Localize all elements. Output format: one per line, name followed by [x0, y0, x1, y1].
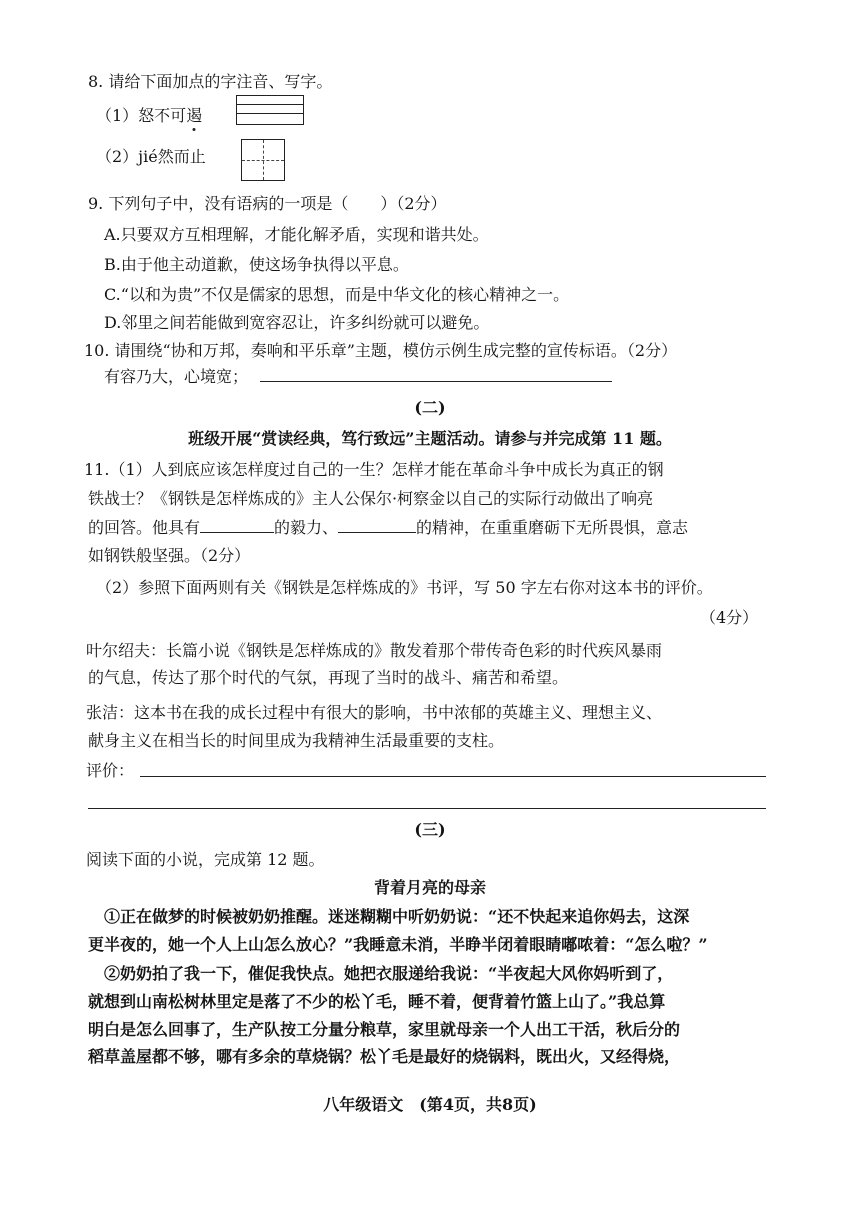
story-line: 稻草盖屋都不够，哪有多余的草烧锅？松丫毛是最好的烧锅料，既出火，又经得烧， [88, 1047, 681, 1066]
pinyin-guide-line [237, 104, 303, 105]
story-line: ②奶奶拍了我一下，催促我快点。她把衣服递给我说：“半夜起大风你妈听到了， [104, 964, 674, 983]
q11-part1-line1: 11.（1）人到底应该怎样度过自己的一生？怎样才能在革命斗争中成长为真正的钢 [84, 460, 664, 479]
story-line: 明白是怎么回事了，生产队按工分量分粮草，家里就母亲一个人出工干活，秋后分的 [88, 1020, 681, 1039]
evaluation-label: 评价： [86, 761, 135, 780]
section-heading-3: (三) [414, 820, 446, 839]
page-footer: 八年级语文 (第4页，共8页) [323, 1095, 537, 1114]
pinyin-answer-box[interactable] [236, 95, 304, 125]
q10-example [104, 369, 612, 385]
section-heading-2: (二) [414, 398, 446, 417]
q11-part1-line2: 铁战士？《钢铁是怎样炼成的》主人公保尔·柯察金以自己的实际行动做出了响亮 [88, 489, 654, 508]
q11-blank-1[interactable] [200, 531, 274, 533]
evaluation-answer-line-1[interactable] [140, 776, 766, 777]
review-1-line2: 的气息，传达了那个时代的气氛，再现了当时的战斗、痛苦和希望。 [88, 668, 569, 687]
evaluation-answer-line-2[interactable] [88, 808, 766, 809]
q10-example-text: 有容乃大，心境宽； [104, 367, 249, 386]
character-answer-box[interactable] [241, 139, 285, 181]
q9-option-b[interactable]: B.由于他主动道歉，使这场争执得以平息。 [104, 255, 409, 274]
review-2-line1: 张洁：这本书在我的成长过程中有很大的影响，书中浓郁的英雄主义、理想主义、 [86, 703, 663, 722]
q9-option-a[interactable]: A.只要双方互相理解，才能化解矛盾，实现和谐共处。 [104, 225, 489, 244]
story-title: 背着月亮的母亲 [373, 878, 486, 897]
pinyin-guide-line [237, 113, 303, 114]
q11-text-c: 的精神，在重重磨砺下无所畏惧，意志 [416, 518, 689, 537]
q10-stem: 10. 请围绕“协和万邦，奏响和平乐章”主题，模仿示例生成完整的宣传标语。（2分） [84, 341, 678, 360]
section-3-intro: 阅读下面的小说，完成第 12 题。 [86, 850, 325, 869]
q11-blank-2[interactable] [338, 531, 416, 533]
story-line: 更半夜的，她一个人上山怎么放心？”我睡意未消，半睁半闭着眼睛嘟哝着：“怎么啦？” [88, 935, 708, 954]
q11-text-a: 的回答。他具有 [88, 518, 201, 537]
q11-part1-line4: 如钢铁般坚强。（2分） [88, 546, 251, 565]
grid-guide-horizontal [242, 160, 284, 161]
q8-item2: （2）jié然而止 [96, 147, 206, 166]
story-line: 就想到山南松树林里定是落了不少的松丫毛，睡不着，便背着竹篮上山了。”我总算 [88, 992, 666, 1011]
review-2-line2: 献身主义在相当长的时间里成为我精神生活最重要的支柱。 [88, 731, 505, 750]
q9-option-c[interactable]: C.“以和为贵”不仅是儒家的思想，而是中华文化的核心精神之一。 [104, 285, 570, 304]
q11-text-b: 的毅力、 [274, 518, 339, 537]
q8-item1-text: （1）怒不可 [96, 106, 187, 125]
q8-item1 [96, 108, 202, 124]
story-line: ①正在做梦的时候被奶奶推醒。迷迷糊糊中听奶奶说：“还不快起来追你妈去，这深 [104, 907, 690, 926]
q11-part1-line3 [88, 520, 688, 536]
review-1-line1: 叶尔绍夫：长篇小说《钢铁是怎样炼成的》散发着那个带传奇色彩的时代疾风暴雨 [86, 641, 663, 660]
q8-item1-dotted-char: 遏 [186, 106, 203, 125]
q10-answer-blank[interactable] [260, 380, 612, 382]
q8-stem: 8. 请给下面加点的字注音、写字。 [88, 72, 333, 91]
q11-part2-score: （4分） [700, 608, 759, 627]
q11-part2-line1: （2）参照下面两则有关《钢铁是怎样炼成的》书评，写 50 字左右你对这本书的评价。 [96, 578, 713, 597]
section-2-intro: 班级开展“赏读经典，笃行致远”主题活动。请参与并完成第 11 题。 [188, 429, 672, 448]
q9-option-d[interactable]: D.邻里之间若能做到宽容忍让，许多纠纷就可以避免。 [104, 313, 490, 332]
q9-stem: 9. 下列句子中，没有语病的一项是（ ）（2分） [88, 194, 447, 213]
